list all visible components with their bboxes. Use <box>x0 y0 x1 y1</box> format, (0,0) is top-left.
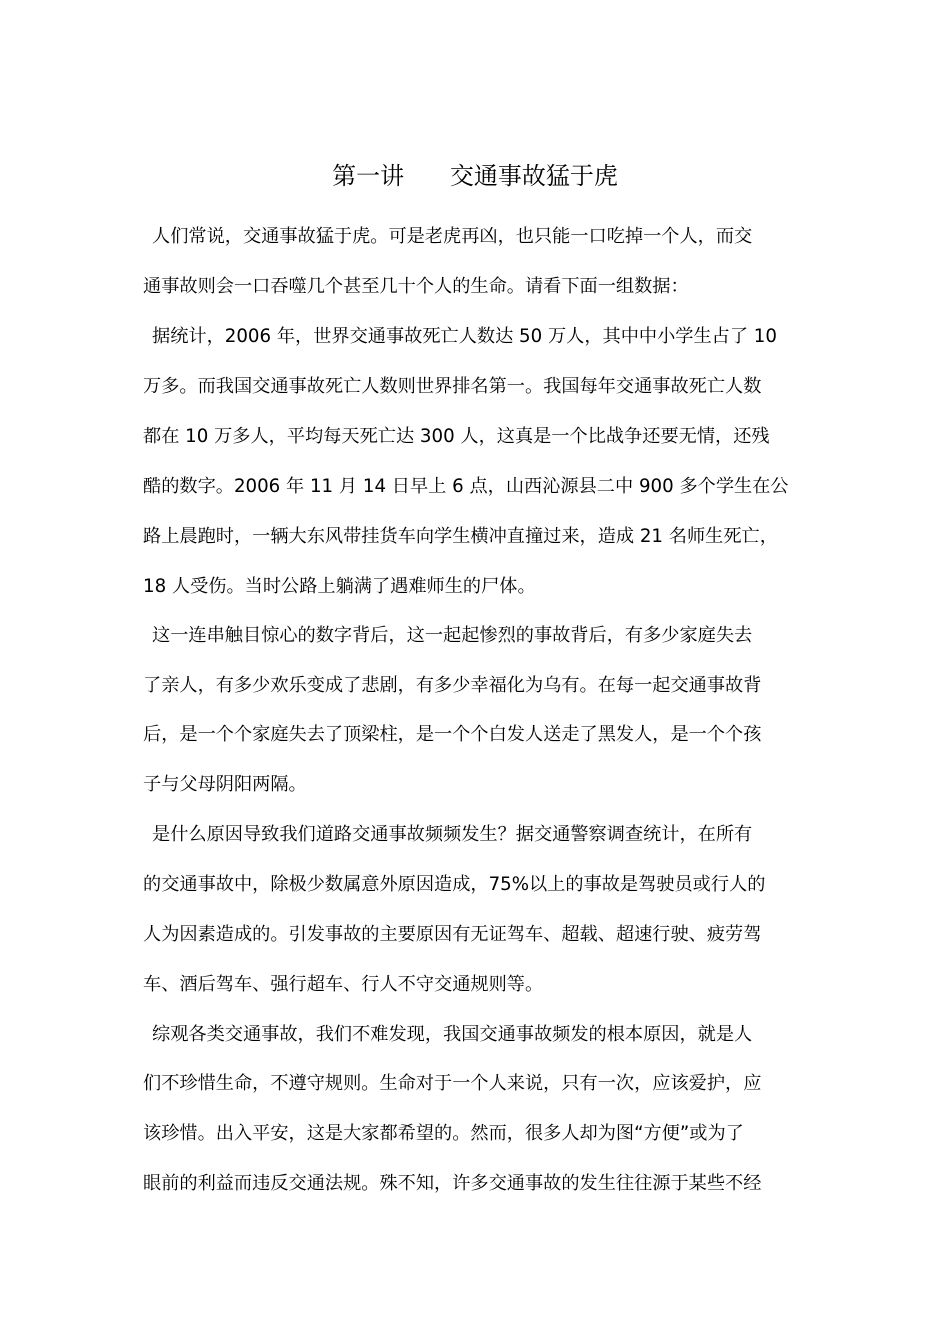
paragraph-line: 据统计，2006 年，世界交通事故死亡人数达 50 万人，其中中小学生占了 10 <box>152 326 777 347</box>
paragraph-line: 后，是一个个家庭失去了顶梁柱，是一个个白发人送走了黑发人，是一个个孩 <box>143 724 762 745</box>
paragraph-line: 路上晨跑时，一辆大东风带挂货车向学生横冲直撞过来，造成 21 名师生死亡， <box>143 526 778 547</box>
paragraph-line: 这一连串触目惊心的数字背后，这一起起惨烈的事故背后，有多少家庭失去 <box>152 625 753 646</box>
paragraph-line: 们不珍惜生命，不遵守规则。生命对于一个人来说，只有一次，应该爱护，应 <box>143 1073 762 1094</box>
paragraph-line: 眼前的利益而违反交通法规。殊不知，许多交通事故的发生往往源于某些不经 <box>143 1173 762 1194</box>
paragraph-line: 都在 10 万多人，平均每天死亡达 300 人，这真是一个比战争还要无情，还残 <box>143 426 770 447</box>
paragraph-line: 综观各类交通事故，我们不难发现，我国交通事故频发的根本原因，就是人 <box>152 1024 753 1045</box>
paragraph-line: 是什么原因导致我们道路交通事故频频发生？据交通警察调查统计，在所有 <box>152 824 753 845</box>
paragraph-line: 人为因素造成的。引发事故的主要原因有无证驾车、超载、超速行驶、疲劳驾 <box>143 924 762 945</box>
paragraph-line: 子与父母阴阳两隔。 <box>143 774 307 795</box>
paragraph-line: 18 人受伤。当时公路上躺满了遇难师生的尸体。 <box>143 576 536 597</box>
page-title: 第一讲 交通事故猛于虎 <box>332 162 618 190</box>
paragraph-line: 万多。而我国交通事故死亡人数则世界排名第一。我国每年交通事故死亡人数 <box>143 376 762 397</box>
paragraph-line: 人们常说，交通事故猛于虎。可是老虎再凶，也只能一口吃掉一个人，而交 <box>152 226 753 247</box>
paragraph-line: 通事故则会一口吞噬几个甚至几十个人的生命。请看下面一组数据： <box>143 276 689 297</box>
paragraph-line: 酷的数字。2006 年 11 月 14 日早上 6 点，山西沁源县二中 900 多个学生在公 <box>143 476 789 497</box>
paragraph-line: 车、酒后驾车、强行超车、行人不守交通规则等。 <box>143 974 544 995</box>
paragraph-line: 的交通事故中，除极少数属意外原因造成，75%以上的事故是驾驶员或行人的 <box>143 874 766 895</box>
paragraph-line: 了亲人，有多少欢乐变成了悲剧，有多少幸福化为乌有。在每一起交通事故背 <box>143 675 762 696</box>
paragraph-line: 该珍惜。出入平安，这是大家都希望的。然而，很多人却为图“方便”或为了 <box>143 1123 744 1144</box>
